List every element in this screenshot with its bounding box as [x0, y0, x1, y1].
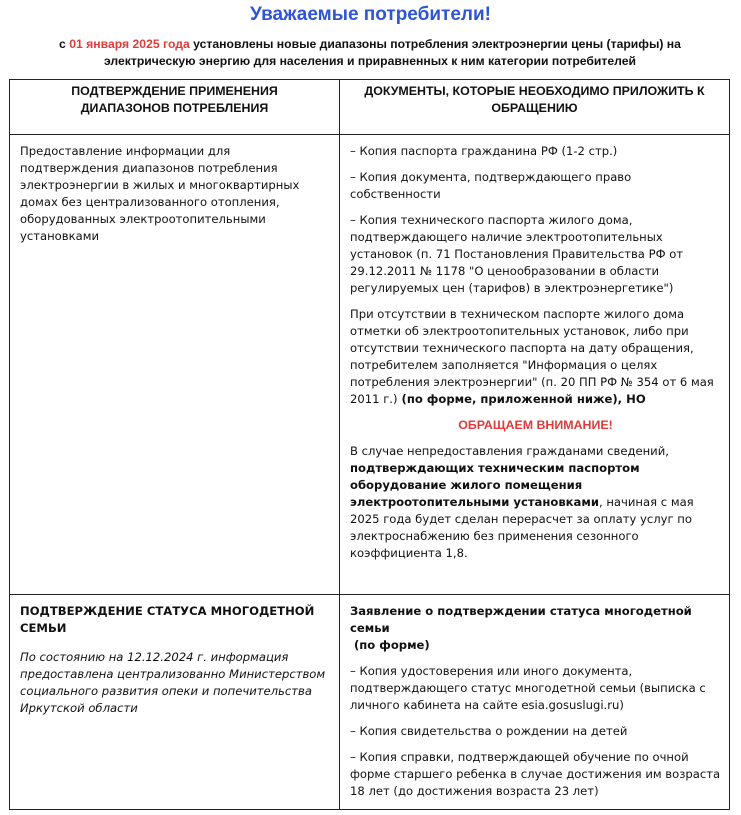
no-passport-but: НО	[622, 392, 646, 406]
doc-item-study: – Копия справки, подтверждающей обучение по очной форме старшего ребенка в случае достижения им возраста 18 лет (до достижения возраста 23 лет)	[350, 750, 721, 798]
page-title: Уважаемые потребители!	[249, 4, 491, 25]
application-text: Заявление о подтверждении статуса многодетной семьи	[350, 604, 692, 635]
header-left-text: ПОДТВЕРЖДЕНИЕ ПРИМЕНЕНИЯ ДИАПАЗОНОВ ПОТРЕБЛЕНИЯ	[71, 84, 278, 115]
doc-item-birth: – Копия свидетельства о рождении на детей	[350, 724, 628, 738]
large-family-note: По состоянию на 12.12.2024 г. информация предоставлена централизованно Министерством социального развития опеки и попечительства Иркутской области	[20, 650, 326, 715]
doc-item-certificate: – Копия удостоверения или иного документа, подтверждающего статус многодетной семьи (выписка с личного кабинета на сайте esia.gosuslugi.ru)	[350, 664, 706, 712]
warning-bold: подтверждающих техническим паспортом оборудование жилого помещения электроотопительными установками	[350, 461, 640, 509]
intro-line2: электрическую энергию для населения и приравненных к ним категории потребителей	[103, 54, 636, 68]
warning-start: В случае непредоставления гражданами сведений,	[350, 444, 669, 458]
doc-item-passport: – Копия паспорта гражданина РФ (1-2 стр.)	[350, 144, 618, 158]
header-cell-right	[340, 80, 730, 135]
row1-right-cell	[340, 135, 730, 595]
row2-left-cell	[10, 595, 340, 810]
large-family-title: ПОДТВЕРЖДЕНИЕ СТАТУСА МНОГОДЕТНОЙ СЕМЬИ	[20, 604, 315, 635]
requirements-table	[9, 79, 730, 810]
doc-item-application	[350, 603, 721, 654]
row2-right-cell	[340, 595, 730, 810]
table-row	[10, 595, 730, 810]
intro-text	[20, 36, 720, 70]
row1-left-cell	[10, 135, 340, 595]
no-passport-tail: (по форме, приложенной ниже),	[397, 392, 623, 406]
intro-line1: установлены новые диапазоны потребления электроэнергии цены (тарифы) на	[193, 37, 681, 51]
intro-date: 01 января 2025 года	[69, 37, 190, 51]
application-suffix: (по форме)	[354, 638, 430, 652]
row1-left-text: Предоставление информации для подтверждения диапазонов потребления электроэнергии в жилых и многоквартирных домах без централизованного отопления, оборудованных электроотопительными установками	[20, 144, 300, 243]
table-header-row	[10, 80, 730, 135]
header-right-text: ДОКУМЕНТЫ, КОТОРЫЕ НЕОБХОДИМО ПРИЛОЖИТЬ К ОБРАЩЕНИЮ	[364, 84, 705, 115]
intro-prefix: с	[59, 37, 66, 51]
header-cell-left	[10, 80, 340, 135]
no-passport-text: При отсутствии в техническом паспорте жилого дома отметки об электроотопительных установок, либо при отсутствии технического паспорта на дату обращения, потребителем заполняется "Информация о целях потребления электроэнергии" (п. 20 ПП РФ № 354 от 6 мая 2011 г.)	[350, 307, 714, 406]
attention-heading: ОБРАЩАЕМ ВНИМАНИЕ!	[458, 418, 613, 432]
warning-paragraph	[350, 443, 721, 562]
table-row	[10, 135, 730, 595]
warning-end: , начиная с мая 2025 года будет сделан перерасчет за оплату услуг по электроснабжению без применения сезонного коэффициента 1,8.	[350, 495, 694, 560]
doc-item-tech-passport: – Копия технического паспорта жилого дома, подтверждающего наличие электроотопительных установок (п. 71 Постановления Правительства РФ от 29.12.2011 № 1178 "О ценообразовании в области регулируемых цен (тарифов) в электроэнергетике")	[350, 213, 684, 295]
doc-item-no-passport	[350, 306, 721, 408]
doc-item-ownership: – Копия документа, подтверждающего право собственности	[350, 170, 632, 201]
